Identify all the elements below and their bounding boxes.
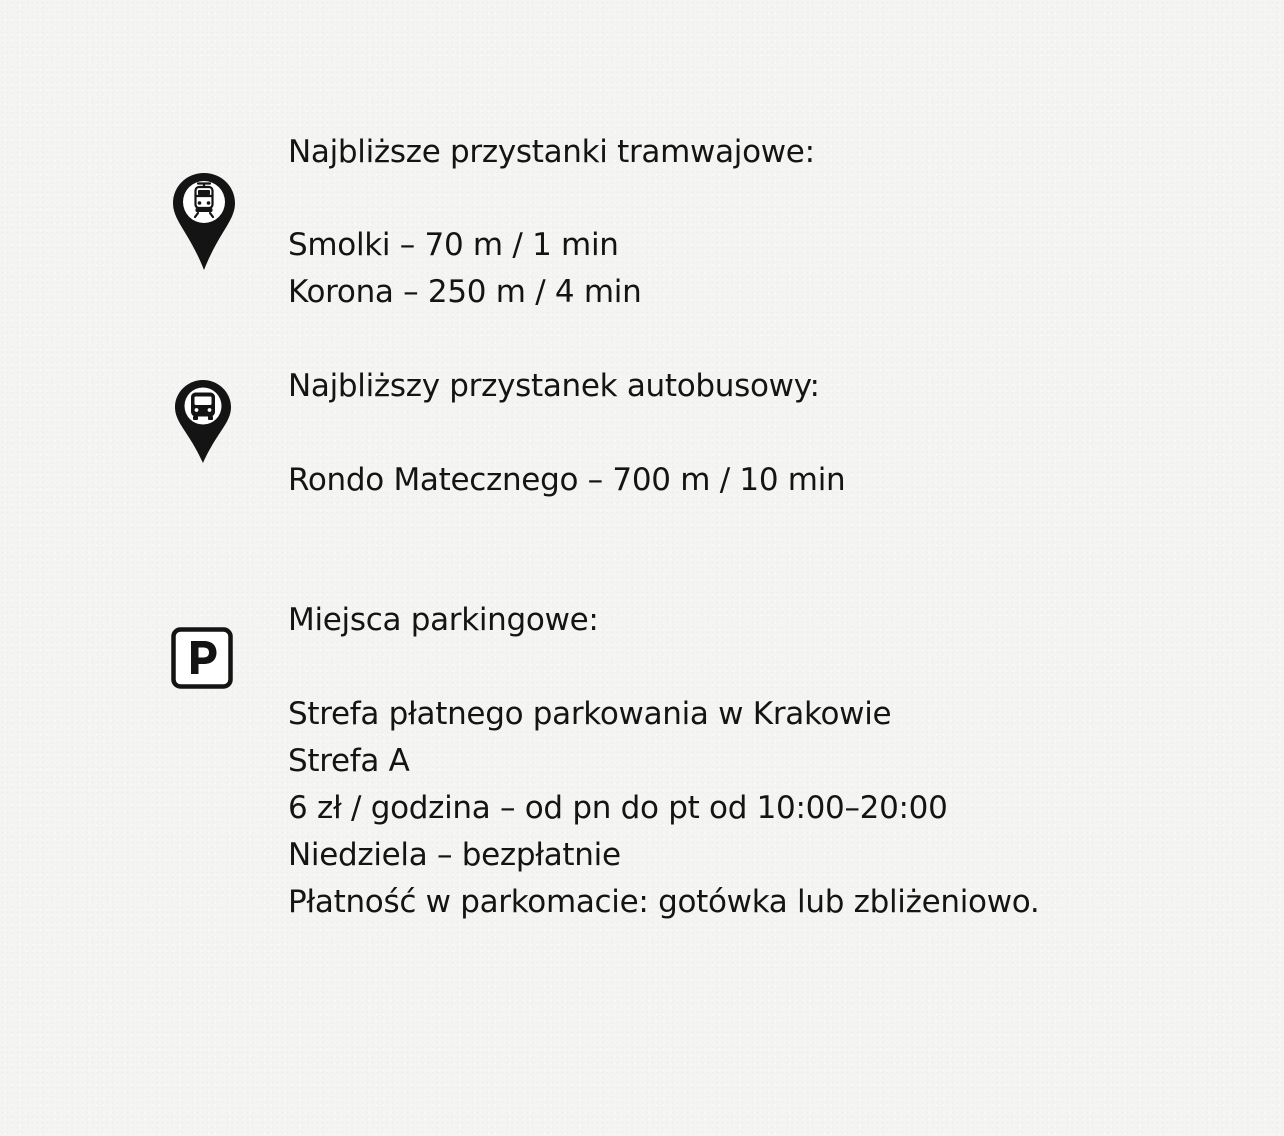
parking-price: 6 zł / godzina – od pn do pt od 10:00–20:00 [288,790,948,826]
parking-sunday: Niedziela – bezpłatnie [288,837,621,873]
parking-zone-name: Strefa A [288,743,410,779]
tram-heading: Najbliższe przystanki tramwajowe: [288,134,815,170]
tram-pin-icon [172,172,236,272]
tram-stop-korona: Korona – 250 m / 4 min [288,274,642,310]
parking-heading: Miejsca parkingowe: [288,602,599,638]
parking-payment: Płatność w parkomacie: gotówka lub zbliżeniowo. [288,884,1040,920]
bus-pin-icon [174,379,232,465]
parking-icon [171,627,233,689]
bus-heading: Najbliższy przystanek autobusowy: [288,368,820,404]
bus-stop-rondo-matecznego: Rondo Matecznego – 700 m / 10 min [288,462,846,498]
tram-stop-smolki: Smolki – 70 m / 1 min [288,227,619,263]
parking-zone-description: Strefa płatnego parkowania w Krakowie [288,696,892,732]
